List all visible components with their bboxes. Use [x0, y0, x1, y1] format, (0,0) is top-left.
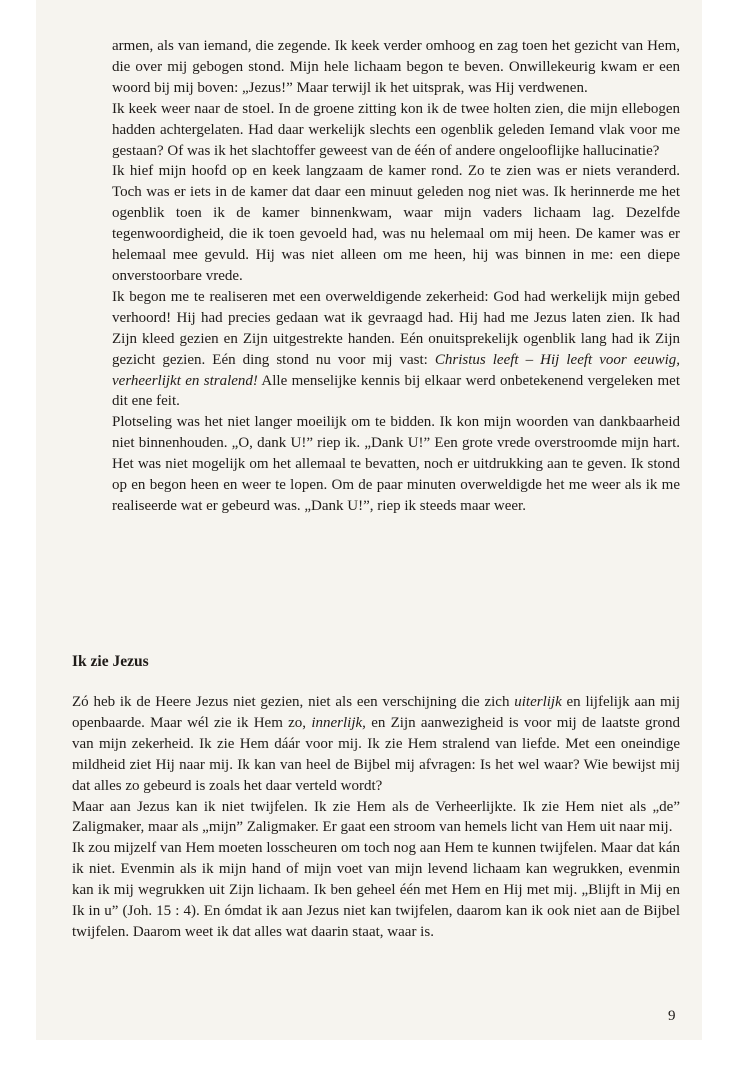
paragraph: Ik begon me te realiseren met een overweldigende zekerheid: God had werkelijk mijn gebed verhoord! Hij had precies gedaan wat ik gevraagd had. Hij had me Jezus laten zien. Ik had Zijn kleed gezien en Zijn uitgestrekte handen. Eén onuitsprekelijk ogenblik lang had ik Zijn gezicht gezien. Eén ding stond nu voor mij vast: Christus leeft – Hij leeft voor eeuwig, verheerlijkt en stralend! Alle menselijke kennis bij elkaar werd onbetekenend vergeleken met dit ene feit. — [112, 288, 680, 410]
page-number: 9 — [668, 1008, 676, 1024]
paragraph: Maar aan Jezus kan ik niet twijfelen. Ik zie Hem als de Verheerlijkte. Ik zie Hem niet als „de” Zaligmaker, maar als „mijn” Zaligmaker. Er gaat een stroom van hemels licht van Hem uit naar mij. — [72, 798, 680, 836]
italic-quote: Christus leeft – Hij leeft voor eeuwig, verheerlijkt en stralend! — [112, 351, 680, 389]
paragraph: Plotseling was het niet langer moeilijk om te bidden. Ik kon mijn woorden van dankbaarheid niet binnenhouden. „O, dank U!” riep ik. „Dank U!” Een grote vrede overstroomde mijn hart. Het was niet mogelijk om het allemaal te bevatten, noch er uitdrukking aan te geven. Ik stond op en begon heen en weer te lopen. Om de paar minuten overweldigde het me weer als ik me realiseerde wat er gebeurd was. „Dank U!”, riep ik steeds maar weer. — [112, 414, 680, 514]
paragraph: Ik hief mijn hoofd op en keek langzaam de kamer rond. Zo te zien was er niets veranderd. Toch was er iets in de kamer dat daar een minuut geleden nog niet was. Ik herinnerde me het ogenblik toen ik de kamer binnenkwam, waar mijn vaders lichaam lag. Dezelfde tegenwoordigheid, die ik toen gevoeld had, was nu helemaal om mij heen. De kamer was er helemaal mee gevuld. Hij was niet alleen om me heen, hij was binnen in me: een diepe onverstoorbare vrede. — [112, 163, 680, 284]
paragraph: Zó heb ik de Heere Jezus niet gezien, niet als een verschijning die zich uiterlijk en lijfelijk aan mij openbaarde. Maar wél zie ik Hem zo, innerlijk, en Zijn aanwezigheid is voor mij de laatste grond van mijn zekerheid. Ik zie Hem dáár voor mij. Ik zie Hem stralend van liefde. Met een oneindige mildheid ziet Hij naar mij. Ik kan van heel de Bijbel mij afvragen: Is het wel waar? Wie bewijst mij dat alles zo gebeurd is zoals het daar verteld wordt? — [72, 694, 681, 794]
paragraph: armen, als van iemand, die zegende. Ik keek verder omhoog en zag toen het gezicht van Hem, die over mij gebogen stond. Mijn hele lichaam begon te beven. Onwillekeurig kwam er een woord bij mij boven: „Jezus!” Maar terwijl ik het uitsprak, was Hij verdwenen. — [112, 38, 680, 96]
text-block-top — [112, 36, 680, 517]
paragraph: Ik zou mijzelf van Hem moeten losscheuren om toch nog aan Hem te kunnen twijfelen. Maar dat kán ik niet. Evenmin als ik mijn hand of mijn voet van mijn levend lichaam kan wegrukken, evenmin kan ik mij wegrukken uit Zijn lichaam. Ik ben geheel één met Hem en Hij met mij. „Blijft in Mij en Ik in u” (Joh. 15 : 4). En ómdat ik aan Jezus niet kan twijfelen, daarom kan ik ook niet aan de Bijbel twijfelen. Daarom weet ik dat alles wat daarin staat, waar is. — [72, 840, 680, 940]
paragraph: Ik keek weer naar de stoel. In de groene zitting kon ik de twee holten zien, die mijn ellebogen hadden achtergelaten. Had daar werkelijk slechts een ogenblik geleden Iemand vlak voor me gestaan? Of was ik het slachtoffer geweest van de één of andere ongelooflijke hallucinatie? — [112, 100, 680, 159]
section-heading: Ik zie Jezus — [72, 653, 149, 670]
italic-word: uiterlijk — [514, 694, 562, 710]
text-block-bottom — [72, 692, 680, 943]
italic-word: innerlijk, — [311, 714, 366, 731]
